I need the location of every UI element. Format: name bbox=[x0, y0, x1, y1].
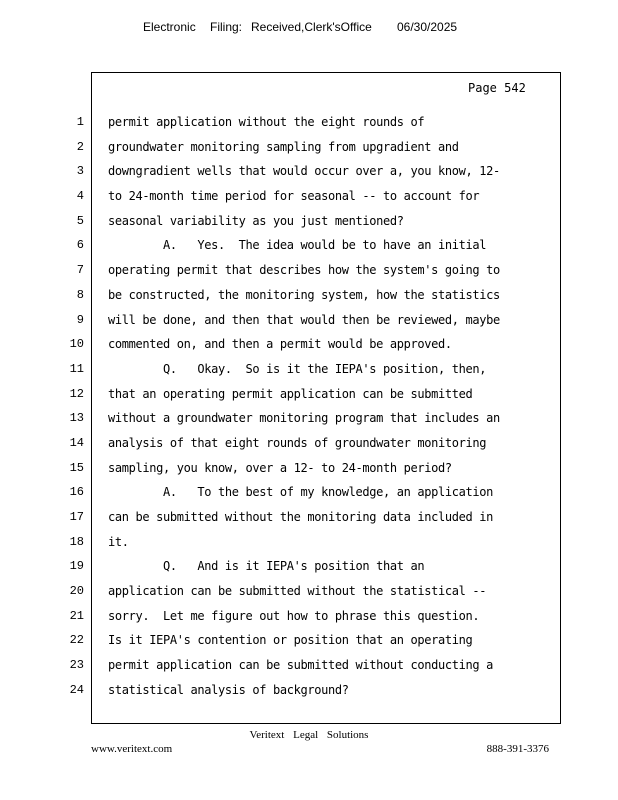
transcript-line: downgradient wells that would occur over a, you know, 12- bbox=[108, 164, 500, 179]
transcript-line: will be done, and then that would then be reviewed, maybe bbox=[108, 312, 500, 327]
line-number: 17 bbox=[69, 510, 84, 524]
line-number: 8 bbox=[76, 287, 84, 302]
line-number: 6 bbox=[76, 238, 84, 253]
filing-header bbox=[0, 20, 618, 38]
transcript-line: it. bbox=[108, 534, 129, 549]
line-number: 1 bbox=[76, 115, 84, 129]
transcript-line: sampling, you know, over a 12- to 24-month period? bbox=[108, 460, 452, 475]
line-number: 4 bbox=[76, 189, 84, 204]
line-number: 23 bbox=[69, 658, 84, 673]
line-number: 16 bbox=[69, 485, 84, 500]
line-number: 13 bbox=[69, 411, 84, 426]
transcript-line: groundwater monitoring sampling from upgradient and bbox=[108, 139, 459, 154]
header-date: 06/30/2025 bbox=[397, 20, 458, 34]
transcript-line: can be submitted without the monitoring data included in bbox=[108, 510, 493, 524]
header-filing: Filing: bbox=[210, 20, 243, 34]
line-number: 15 bbox=[69, 460, 84, 475]
transcript-line: statistical analysis of background? bbox=[108, 682, 349, 697]
header-received: Received,Clerk'sOffice bbox=[251, 20, 372, 34]
line-number: 11 bbox=[69, 361, 84, 376]
transcript-line: operating permit that describes how the system's going to bbox=[108, 263, 500, 278]
footer-website: www.veritext.com bbox=[91, 743, 173, 755]
transcript-line: application can be submitted without the statistical -- bbox=[108, 584, 487, 599]
footer-brand: Veritext Legal Solutions bbox=[249, 729, 369, 741]
line-numbers bbox=[64, 110, 84, 703]
line-number: 12 bbox=[69, 386, 84, 401]
transcript-line: sorry. Let me figure out how to phrase this question. bbox=[108, 608, 480, 623]
transcript-line: analysis of that eight rounds of groundwater monitoring bbox=[108, 435, 487, 450]
transcript-text bbox=[108, 110, 548, 703]
line-number: 20 bbox=[69, 584, 84, 599]
line-number: 24 bbox=[69, 682, 84, 697]
line-number: 10 bbox=[69, 337, 84, 352]
line-number: 3 bbox=[76, 164, 84, 179]
line-number: 22 bbox=[69, 633, 84, 648]
transcript-line: without a groundwater monitoring program that includes an bbox=[108, 411, 500, 426]
transcript-line: Q. And is it IEPA's position that an bbox=[108, 559, 425, 574]
transcript-line: commented on, and then a permit would be approved. bbox=[108, 337, 452, 352]
transcript-line: permit application without the eight rounds of bbox=[108, 115, 425, 129]
footer-phone: 888-391-3376 bbox=[486, 743, 549, 755]
line-number: 21 bbox=[69, 608, 84, 623]
transcript-line: permit application can be submitted without conducting a bbox=[108, 658, 493, 673]
header-electronic: Electronic bbox=[143, 20, 196, 34]
transcript-line: that an operating permit application can be submitted bbox=[108, 386, 473, 401]
line-number: 14 bbox=[69, 435, 84, 450]
line-number: 19 bbox=[69, 559, 84, 574]
transcript-line: A. Yes. The idea would be to have an initial bbox=[108, 238, 487, 253]
page-number: Page 542 bbox=[468, 81, 526, 95]
line-number: 7 bbox=[76, 263, 84, 278]
transcript-line: A. To the best of my knowledge, an application bbox=[108, 485, 493, 500]
line-number: 5 bbox=[76, 213, 84, 228]
transcript-line: Q. Okay. So is it the IEPA's position, then, bbox=[108, 361, 487, 376]
transcript-line: to 24-month time period for seasonal -- to account for bbox=[108, 189, 480, 204]
transcript-line: seasonal variability as you just mentioned? bbox=[108, 213, 404, 228]
transcript-line: Is it IEPA's contention or position that an operating bbox=[108, 633, 473, 648]
line-number: 18 bbox=[69, 534, 84, 549]
line-number: 9 bbox=[76, 312, 84, 327]
line-number: 2 bbox=[76, 139, 84, 154]
transcript-line: be constructed, the monitoring system, how the statistics bbox=[108, 287, 500, 302]
